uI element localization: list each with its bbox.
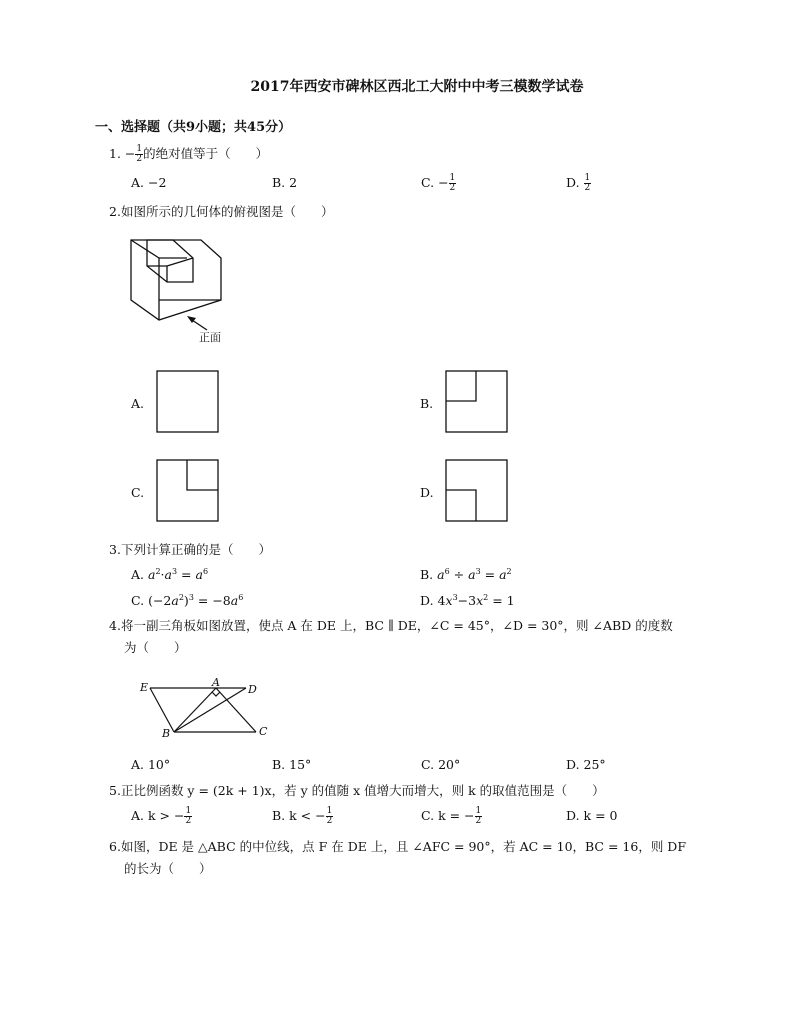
q4-option-d[interactable]: D. 25° xyxy=(566,757,606,772)
q4-option-a[interactable]: A. 10° xyxy=(131,757,171,772)
q4-label-a: A xyxy=(212,676,220,689)
q5-option-a[interactable]: A. k > − $\frac{1}{2}$ xyxy=(131,806,192,826)
question-3: 3.下列计算正确的是（ ） xyxy=(109,542,271,557)
q1-option-b[interactable]: B. 2 xyxy=(272,175,298,190)
fraction-half: $\frac{1}{2}$ xyxy=(136,144,143,164)
q2-solid-figure xyxy=(125,230,245,350)
q3-option-d[interactable]: D. $4x^3-3x^2 = 1$ xyxy=(420,593,515,609)
question-6-line1: 6.如图，DE 是 △ABC 的中位线，点 F 在 DE 上，且 ∠AFC = 90°，若 AC = 10，BC = 16，则 DF xyxy=(109,839,686,854)
q4-triangle-figure xyxy=(138,678,278,742)
q1-option-d[interactable]: D. $\frac{1}{2}$ xyxy=(566,173,591,193)
q4-label-b: B xyxy=(162,727,171,740)
q2-option-c-figure[interactable] xyxy=(156,459,220,523)
section-heading: 一、选择题（共9小题；共45分） xyxy=(95,120,292,135)
question-5: 5.正比例函数 y = (2k + 1)x，若 y 的值随 x 值增大而增大，则 k 的取值范围是（ ） xyxy=(109,783,605,798)
q1-option-c[interactable]: C. − $\frac{1}{2}$ xyxy=(421,173,456,193)
q2-option-d-label[interactable]: D. xyxy=(420,485,434,500)
q4-label-d: D xyxy=(248,683,257,696)
q2-option-b-label[interactable]: B. xyxy=(420,396,434,411)
q2-option-d-figure[interactable] xyxy=(445,459,509,523)
q3-option-b[interactable]: B. $a^6 \div a^3 = a^2$ xyxy=(420,567,512,583)
q2-option-a-figure[interactable] xyxy=(156,370,220,434)
paper-title: 2017年西安市碑林区西北工大附中中考三模数学试卷 xyxy=(250,79,584,95)
q4-option-b[interactable]: B. 15° xyxy=(272,757,312,772)
question-6-line2: 的长为（ ） xyxy=(124,861,212,876)
question-4-line2: 为（ ） xyxy=(124,640,187,655)
question-4-line1: 4.将一副三角板如图放置，使点 A 在 DE 上，BC ∥ DE，∠C = 45°，∠D = 30°，则 ∠ABD 的度数 xyxy=(109,618,673,633)
q3-option-a[interactable]: A. $a^2\cdot a^3 = a^6$ xyxy=(131,567,209,583)
q4-option-c[interactable]: C. 20° xyxy=(421,757,461,772)
q5-option-d[interactable]: D. k = 0 xyxy=(566,808,618,823)
q2-figure-caption: 正面 xyxy=(199,331,221,344)
q2-option-a-label[interactable]: A. xyxy=(131,396,145,411)
q1-option-a[interactable]: A. −2 xyxy=(131,175,167,190)
q4-label-c: C xyxy=(259,725,268,738)
q3-option-c[interactable]: C. $(-2a^2)^3 = -8a^6$ xyxy=(131,593,244,609)
q4-label-e: E xyxy=(140,681,149,694)
q5-option-c[interactable]: C. k = − $\frac{1}{2}$ xyxy=(421,806,482,826)
question-2: 2.如图所示的几何体的俯视图是（ ） xyxy=(109,204,334,219)
q2-option-c-label[interactable]: C. xyxy=(131,485,145,500)
q2-option-b-figure[interactable] xyxy=(445,370,509,434)
question-1: 1. − $\frac{1}{2}$ 的绝对值等于（ ） xyxy=(109,144,269,164)
q5-option-b[interactable]: B. k < − $\frac{1}{2}$ xyxy=(272,806,333,826)
minus-sign: − xyxy=(124,146,136,161)
